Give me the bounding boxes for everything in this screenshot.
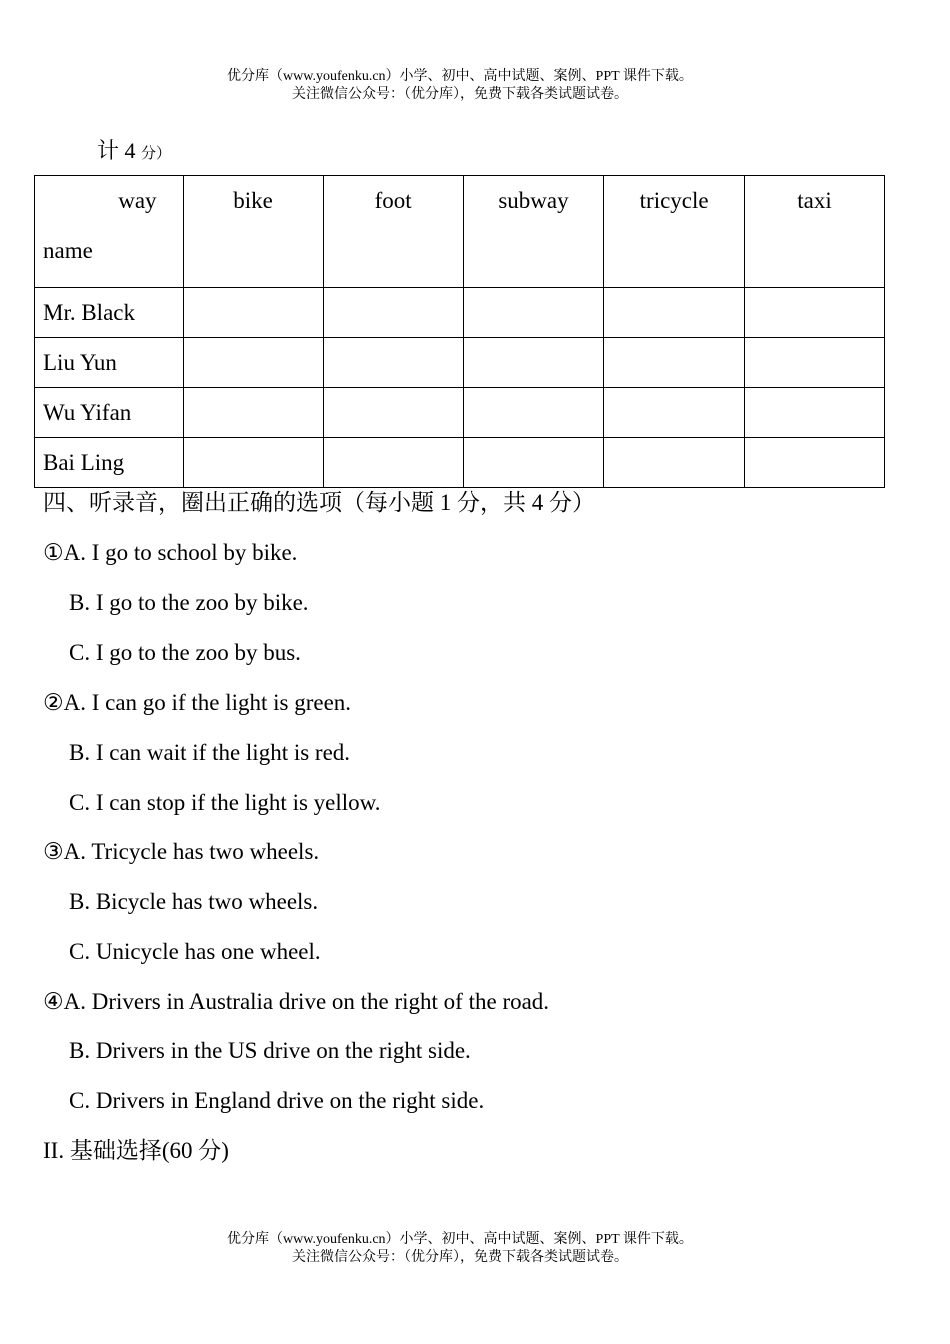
question-3-option-c[interactable]: C. Unicycle has one wheel. bbox=[69, 939, 321, 964]
question-4-option-b[interactable]: B. Drivers in the US drive on the right side. bbox=[69, 1038, 471, 1063]
table-row bbox=[35, 388, 885, 438]
question-2-option-c[interactable]: C. I can stop if the light is yellow. bbox=[69, 790, 381, 815]
row-name: Mr. Black bbox=[35, 288, 184, 338]
question-1-mark: ① bbox=[43, 540, 64, 565]
question-1-option-a[interactable] bbox=[43, 538, 297, 568]
question-2-option-b[interactable]: B. I can wait if the light is red. bbox=[69, 740, 351, 765]
answer-cell[interactable] bbox=[183, 388, 323, 438]
page-header bbox=[0, 68, 920, 104]
table-corner-cell bbox=[35, 176, 184, 288]
answer-cell[interactable] bbox=[744, 388, 884, 438]
score-note-small: 分） bbox=[141, 146, 172, 162]
corner-label-name: name bbox=[43, 237, 93, 263]
header-line-1: 优分库（www.youfenku.cn）小学、初中、高中试题、案例、PPT 课件下载。 bbox=[227, 69, 693, 84]
answer-cell[interactable] bbox=[463, 338, 604, 388]
table-header-row bbox=[35, 176, 885, 288]
question-3-option-b[interactable]: B. Bicycle has two wheels. bbox=[69, 889, 319, 914]
question-4-option-c[interactable]: C. Drivers in England drive on the right side. bbox=[69, 1088, 485, 1113]
answer-cell[interactable] bbox=[463, 388, 604, 438]
answer-cell[interactable] bbox=[604, 438, 745, 488]
answer-cell[interactable] bbox=[744, 288, 884, 338]
answer-cell[interactable] bbox=[323, 438, 463, 488]
option-text: A. I go to school by bike. bbox=[63, 540, 298, 565]
footer-line-1: 优分库（www.youfenku.cn）小学、初中、高中试题、案例、PPT 课件下载。 bbox=[227, 1232, 693, 1247]
question-2-option-a[interactable] bbox=[43, 688, 351, 718]
answer-cell[interactable] bbox=[463, 288, 604, 338]
question-1-option-b[interactable]: B. I go to the zoo by bike. bbox=[69, 590, 309, 615]
answer-cell[interactable] bbox=[604, 288, 745, 338]
table-row bbox=[35, 438, 885, 488]
section-2-title: II. 基础选择(60 分) bbox=[43, 1138, 229, 1163]
corner-label-way: way bbox=[118, 187, 157, 213]
answer-cell[interactable] bbox=[463, 438, 604, 488]
score-note bbox=[97, 137, 171, 168]
answer-cell[interactable] bbox=[604, 388, 745, 438]
row-name: Liu Yun bbox=[35, 338, 184, 388]
answer-cell[interactable] bbox=[744, 338, 884, 388]
column-header: bike bbox=[183, 176, 323, 288]
answer-cell[interactable] bbox=[744, 438, 884, 488]
transport-table bbox=[34, 175, 885, 488]
column-header: foot bbox=[323, 176, 463, 288]
column-header: tricycle bbox=[604, 176, 745, 288]
question-4-mark: ④ bbox=[43, 989, 64, 1014]
answer-cell[interactable] bbox=[183, 288, 323, 338]
option-text: A. Tricycle has two wheels. bbox=[63, 839, 320, 864]
section-4-title: 四、听录音，圈出正确的选项（每小题 1 分，共 4 分） bbox=[43, 490, 595, 515]
option-text: A. Drivers in Australia drive on the right of the road. bbox=[63, 989, 550, 1014]
answer-cell[interactable] bbox=[323, 388, 463, 438]
answer-cell[interactable] bbox=[323, 288, 463, 338]
table-row bbox=[35, 338, 885, 388]
option-text: A. I can go if the light is green. bbox=[63, 690, 352, 715]
question-1-option-c[interactable]: C. I go to the zoo by bus. bbox=[69, 640, 301, 665]
column-header: taxi bbox=[744, 176, 884, 288]
row-name: Wu Yifan bbox=[35, 388, 184, 438]
answer-cell[interactable] bbox=[183, 338, 323, 388]
question-3-mark: ③ bbox=[43, 839, 64, 864]
column-header: subway bbox=[463, 176, 604, 288]
footer-line-2: 关注微信公众号：（优分库），免费下载各类试题试卷。 bbox=[292, 1250, 628, 1265]
row-name: Bai Ling bbox=[35, 438, 184, 488]
answer-cell[interactable] bbox=[183, 438, 323, 488]
answer-cell[interactable] bbox=[323, 338, 463, 388]
question-2-mark: ② bbox=[43, 690, 64, 715]
table-row bbox=[35, 288, 885, 338]
question-3-option-a[interactable] bbox=[43, 837, 319, 867]
page-footer bbox=[0, 1231, 920, 1267]
answer-cell[interactable] bbox=[604, 338, 745, 388]
header-line-2: 关注微信公众号：（优分库），免费下载各类试题试卷。 bbox=[292, 87, 628, 102]
question-4-option-a[interactable] bbox=[43, 987, 549, 1017]
score-note-main: 计 4 bbox=[97, 138, 142, 163]
